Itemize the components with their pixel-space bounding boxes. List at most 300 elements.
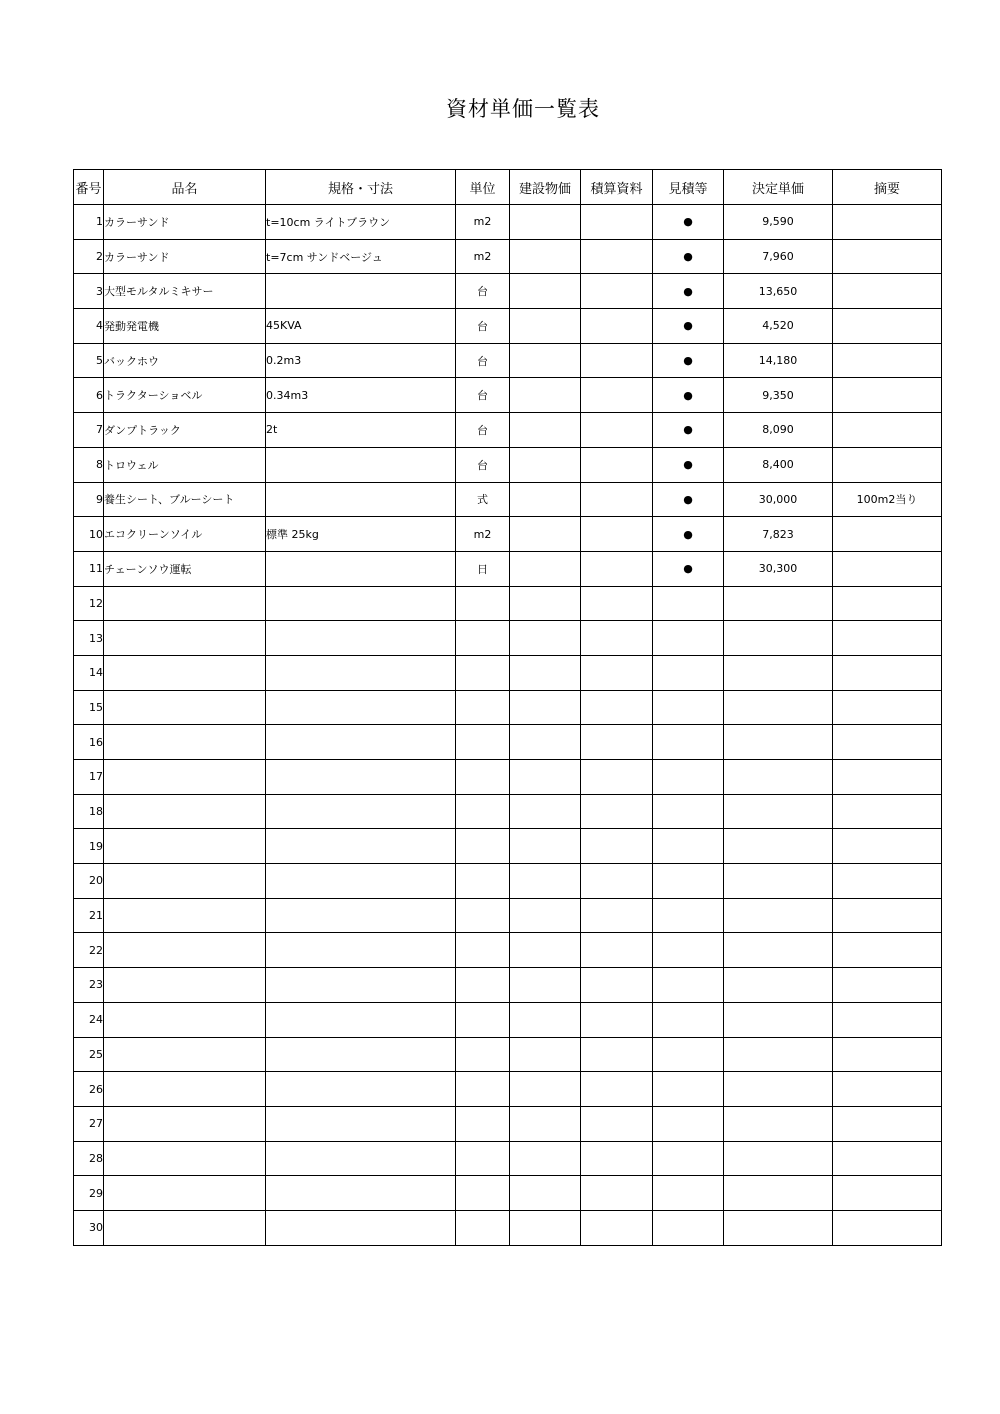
header-mitsumori: 見積等 (653, 170, 724, 205)
item-note (833, 447, 942, 482)
item-name (104, 898, 266, 933)
item-note (833, 725, 942, 760)
mitsumori-mark (653, 1072, 724, 1107)
item-unit: 台 (456, 343, 510, 378)
kensetsu-cell (510, 1002, 581, 1037)
sekisan-cell (581, 343, 653, 378)
sekisan-cell (581, 1072, 653, 1107)
decided-price (724, 794, 833, 829)
table-row (74, 690, 942, 725)
table-row (74, 309, 942, 344)
item-unit: 日 (456, 551, 510, 586)
item-unit: m2 (456, 517, 510, 552)
item-unit (456, 760, 510, 795)
sekisan-cell (581, 1106, 653, 1141)
item-note (833, 1002, 942, 1037)
decided-price (724, 1106, 833, 1141)
decided-price: 7,960 (724, 239, 833, 274)
item-note (833, 933, 942, 968)
item-note (833, 1106, 942, 1141)
sekisan-cell (581, 586, 653, 621)
kensetsu-cell (510, 239, 581, 274)
item-spec (266, 829, 456, 864)
item-name (104, 1106, 266, 1141)
item-spec (266, 274, 456, 309)
item-unit (456, 725, 510, 760)
sekisan-cell (581, 655, 653, 690)
sekisan-cell (581, 239, 653, 274)
sekisan-cell (581, 864, 653, 899)
decided-price: 30,000 (724, 482, 833, 517)
mitsumori-mark (653, 968, 724, 1003)
item-note (833, 690, 942, 725)
item-name (104, 968, 266, 1003)
row-number: 12 (74, 586, 104, 621)
mitsumori-mark (653, 1210, 724, 1245)
mitsumori-mark: ● (653, 413, 724, 448)
item-unit: 式 (456, 482, 510, 517)
kensetsu-cell (510, 655, 581, 690)
item-spec (266, 898, 456, 933)
item-unit: 台 (456, 274, 510, 309)
item-name (104, 829, 266, 864)
sekisan-cell (581, 1210, 653, 1245)
decided-price (724, 864, 833, 899)
kensetsu-cell (510, 343, 581, 378)
item-spec: t=7cm サンドベージュ (266, 239, 456, 274)
item-unit: 台 (456, 447, 510, 482)
kensetsu-cell (510, 760, 581, 795)
item-name (104, 621, 266, 656)
item-unit (456, 1072, 510, 1107)
item-unit (456, 1106, 510, 1141)
item-name (104, 1037, 266, 1072)
item-name (104, 1176, 266, 1211)
decided-price (724, 655, 833, 690)
item-name (104, 725, 266, 760)
item-name (104, 1210, 266, 1245)
decided-price (724, 690, 833, 725)
table-row (74, 864, 942, 899)
mitsumori-mark: ● (653, 205, 724, 240)
mitsumori-mark: ● (653, 378, 724, 413)
item-spec (266, 586, 456, 621)
sekisan-cell (581, 551, 653, 586)
decided-price (724, 898, 833, 933)
sekisan-cell (581, 760, 653, 795)
item-name: カラーサンド (104, 205, 266, 240)
kensetsu-cell (510, 551, 581, 586)
table-row (74, 1176, 942, 1211)
header-spec: 規格・寸法 (266, 170, 456, 205)
item-unit (456, 1176, 510, 1211)
table-row (74, 1106, 942, 1141)
table-row (74, 933, 942, 968)
item-spec: 0.2m3 (266, 343, 456, 378)
item-unit: 台 (456, 378, 510, 413)
kensetsu-cell (510, 864, 581, 899)
sekisan-cell (581, 829, 653, 864)
row-number: 1 (74, 205, 104, 240)
decided-price: 9,350 (724, 378, 833, 413)
item-note (833, 205, 942, 240)
item-note (833, 1210, 942, 1245)
sekisan-cell (581, 794, 653, 829)
item-spec (266, 1176, 456, 1211)
table-row (74, 586, 942, 621)
kensetsu-cell (510, 621, 581, 656)
decided-price (724, 1141, 833, 1176)
mitsumori-mark (653, 933, 724, 968)
item-spec: t=10cm ライトブラウン (266, 205, 456, 240)
kensetsu-cell (510, 1210, 581, 1245)
row-number: 21 (74, 898, 104, 933)
item-note (833, 551, 942, 586)
table-row (74, 274, 942, 309)
table-row (74, 968, 942, 1003)
mitsumori-mark (653, 586, 724, 621)
sekisan-cell (581, 1002, 653, 1037)
sekisan-cell (581, 933, 653, 968)
kensetsu-cell (510, 1106, 581, 1141)
mitsumori-mark: ● (653, 482, 724, 517)
item-name (104, 1072, 266, 1107)
item-note (833, 309, 942, 344)
kensetsu-cell (510, 933, 581, 968)
row-number: 7 (74, 413, 104, 448)
item-unit (456, 1002, 510, 1037)
item-unit (456, 690, 510, 725)
row-number: 9 (74, 482, 104, 517)
item-spec (266, 933, 456, 968)
item-name: トラクターショベル (104, 378, 266, 413)
item-note (833, 343, 942, 378)
item-note (833, 239, 942, 274)
item-note (833, 898, 942, 933)
item-unit: m2 (456, 205, 510, 240)
decided-price (724, 725, 833, 760)
mitsumori-mark: ● (653, 551, 724, 586)
item-note (833, 1072, 942, 1107)
mitsumori-mark: ● (653, 274, 724, 309)
header-kensetsu: 建設物価 (510, 170, 581, 205)
kensetsu-cell (510, 725, 581, 760)
item-name (104, 1002, 266, 1037)
header-row (74, 170, 942, 205)
decided-price (724, 1002, 833, 1037)
item-spec (266, 1106, 456, 1141)
item-unit (456, 898, 510, 933)
mitsumori-mark (653, 1002, 724, 1037)
item-unit: 台 (456, 413, 510, 448)
table-row (74, 1072, 942, 1107)
item-spec (266, 794, 456, 829)
decided-price: 9,590 (724, 205, 833, 240)
table-row (74, 447, 942, 482)
row-number: 8 (74, 447, 104, 482)
item-name: チェーンソウ運転 (104, 551, 266, 586)
table-row (74, 378, 942, 413)
decided-price: 4,520 (724, 309, 833, 344)
sekisan-cell (581, 898, 653, 933)
decided-price (724, 621, 833, 656)
sekisan-cell (581, 205, 653, 240)
kensetsu-cell (510, 413, 581, 448)
item-unit (456, 794, 510, 829)
kensetsu-cell (510, 309, 581, 344)
mitsumori-mark (653, 829, 724, 864)
row-number: 10 (74, 517, 104, 552)
mitsumori-mark (653, 1176, 724, 1211)
table-row (74, 725, 942, 760)
item-unit (456, 933, 510, 968)
table-body (74, 205, 942, 1246)
item-name (104, 933, 266, 968)
header-note: 摘要 (833, 170, 942, 205)
row-number: 16 (74, 725, 104, 760)
decided-price (724, 586, 833, 621)
item-name (104, 655, 266, 690)
mitsumori-mark: ● (653, 447, 724, 482)
sekisan-cell (581, 968, 653, 1003)
decided-price (724, 968, 833, 1003)
kensetsu-cell (510, 690, 581, 725)
mitsumori-mark (653, 690, 724, 725)
sekisan-cell (581, 378, 653, 413)
decided-price (724, 829, 833, 864)
row-number: 11 (74, 551, 104, 586)
kensetsu-cell (510, 586, 581, 621)
decided-price: 13,650 (724, 274, 833, 309)
item-note (833, 968, 942, 1003)
item-spec (266, 864, 456, 899)
item-spec: 標準 25kg (266, 517, 456, 552)
row-number: 14 (74, 655, 104, 690)
item-name: 大型モルタルミキサー (104, 274, 266, 309)
decided-price (724, 760, 833, 795)
table-header (74, 170, 942, 205)
item-note: 100m2当り (833, 482, 942, 517)
row-number: 19 (74, 829, 104, 864)
item-note (833, 864, 942, 899)
table-row (74, 1210, 942, 1245)
row-number: 20 (74, 864, 104, 899)
sekisan-cell (581, 517, 653, 552)
item-name: ダンプトラック (104, 413, 266, 448)
item-name: カラーサンド (104, 239, 266, 274)
item-spec (266, 621, 456, 656)
table-row (74, 794, 942, 829)
table-row (74, 829, 942, 864)
item-note (833, 1176, 942, 1211)
decided-price: 7,823 (724, 517, 833, 552)
table-row (74, 551, 942, 586)
item-note (833, 413, 942, 448)
mitsumori-mark: ● (653, 309, 724, 344)
price-table (73, 169, 942, 1246)
kensetsu-cell (510, 794, 581, 829)
item-spec (266, 968, 456, 1003)
kensetsu-cell (510, 517, 581, 552)
item-spec (266, 1072, 456, 1107)
item-unit (456, 968, 510, 1003)
sekisan-cell (581, 690, 653, 725)
item-spec (266, 447, 456, 482)
item-name: エコクリーンソイル (104, 517, 266, 552)
decided-price: 8,400 (724, 447, 833, 482)
mitsumori-mark (653, 794, 724, 829)
row-number: 23 (74, 968, 104, 1003)
kensetsu-cell (510, 274, 581, 309)
item-note (833, 621, 942, 656)
item-spec (266, 1002, 456, 1037)
row-number: 28 (74, 1141, 104, 1176)
row-number: 17 (74, 760, 104, 795)
sekisan-cell (581, 413, 653, 448)
item-name (104, 760, 266, 795)
item-unit (456, 655, 510, 690)
item-note (833, 586, 942, 621)
item-unit: m2 (456, 239, 510, 274)
item-unit (456, 621, 510, 656)
row-number: 30 (74, 1210, 104, 1245)
kensetsu-cell (510, 482, 581, 517)
table-row (74, 517, 942, 552)
table-row (74, 760, 942, 795)
item-name: 発動発電機 (104, 309, 266, 344)
decided-price (724, 1176, 833, 1211)
item-note (833, 760, 942, 795)
mitsumori-mark (653, 725, 724, 760)
item-note (833, 1037, 942, 1072)
item-note (833, 794, 942, 829)
header-sekisan: 積算資料 (581, 170, 653, 205)
item-note (833, 655, 942, 690)
sekisan-cell (581, 725, 653, 760)
mitsumori-mark (653, 655, 724, 690)
item-name: 養生シート、ブルーシート (104, 482, 266, 517)
kensetsu-cell (510, 205, 581, 240)
item-name: トロウェル (104, 447, 266, 482)
sekisan-cell (581, 482, 653, 517)
decided-price: 30,300 (724, 551, 833, 586)
table-row (74, 1037, 942, 1072)
mitsumori-mark: ● (653, 239, 724, 274)
row-number: 4 (74, 309, 104, 344)
row-number: 26 (74, 1072, 104, 1107)
kensetsu-cell (510, 447, 581, 482)
item-unit (456, 1037, 510, 1072)
page-title: 資材単価一覧表 (446, 97, 600, 121)
item-spec (266, 1037, 456, 1072)
row-number: 13 (74, 621, 104, 656)
sekisan-cell (581, 1141, 653, 1176)
row-number: 29 (74, 1176, 104, 1211)
kensetsu-cell (510, 898, 581, 933)
item-spec (266, 760, 456, 795)
sekisan-cell (581, 621, 653, 656)
kensetsu-cell (510, 968, 581, 1003)
sekisan-cell (581, 1037, 653, 1072)
item-note (833, 1141, 942, 1176)
table-row (74, 239, 942, 274)
sekisan-cell (581, 274, 653, 309)
row-number: 22 (74, 933, 104, 968)
row-number: 18 (74, 794, 104, 829)
mitsumori-mark (653, 760, 724, 795)
item-spec: 0.34m3 (266, 378, 456, 413)
item-unit: 台 (456, 309, 510, 344)
item-spec (266, 482, 456, 517)
row-number: 25 (74, 1037, 104, 1072)
item-note (833, 378, 942, 413)
mitsumori-mark (653, 1037, 724, 1072)
table-row (74, 1141, 942, 1176)
kensetsu-cell (510, 1072, 581, 1107)
item-spec: 2t (266, 413, 456, 448)
item-unit (456, 586, 510, 621)
row-number: 5 (74, 343, 104, 378)
item-name (104, 586, 266, 621)
kensetsu-cell (510, 1176, 581, 1211)
row-number: 3 (74, 274, 104, 309)
item-unit (456, 1210, 510, 1245)
item-unit (456, 829, 510, 864)
item-spec (266, 655, 456, 690)
header-unit: 単位 (456, 170, 510, 205)
item-name (104, 794, 266, 829)
decided-price (724, 933, 833, 968)
item-unit (456, 864, 510, 899)
sekisan-cell (581, 447, 653, 482)
mitsumori-mark (653, 898, 724, 933)
sekisan-cell (581, 1176, 653, 1211)
sekisan-cell (581, 309, 653, 344)
table-row (74, 655, 942, 690)
mitsumori-mark (653, 1141, 724, 1176)
row-number: 24 (74, 1002, 104, 1037)
table-row (74, 205, 942, 240)
decided-price (724, 1072, 833, 1107)
decided-price: 8,090 (724, 413, 833, 448)
mitsumori-mark (653, 1106, 724, 1141)
item-spec: 45KVA (266, 309, 456, 344)
kensetsu-cell (510, 1141, 581, 1176)
row-number: 27 (74, 1106, 104, 1141)
item-spec (266, 551, 456, 586)
item-spec (266, 725, 456, 760)
item-note (833, 517, 942, 552)
item-spec (266, 690, 456, 725)
header-no: 番号 (74, 170, 104, 205)
item-unit (456, 1141, 510, 1176)
item-name (104, 1141, 266, 1176)
row-number: 6 (74, 378, 104, 413)
table-row (74, 1002, 942, 1037)
kensetsu-cell (510, 378, 581, 413)
header-price: 決定単価 (724, 170, 833, 205)
table-row (74, 482, 942, 517)
row-number: 2 (74, 239, 104, 274)
mitsumori-mark: ● (653, 343, 724, 378)
decided-price (724, 1210, 833, 1245)
item-name: バックホウ (104, 343, 266, 378)
table-row (74, 898, 942, 933)
decided-price: 14,180 (724, 343, 833, 378)
table-row (74, 343, 942, 378)
row-number: 15 (74, 690, 104, 725)
item-name (104, 690, 266, 725)
